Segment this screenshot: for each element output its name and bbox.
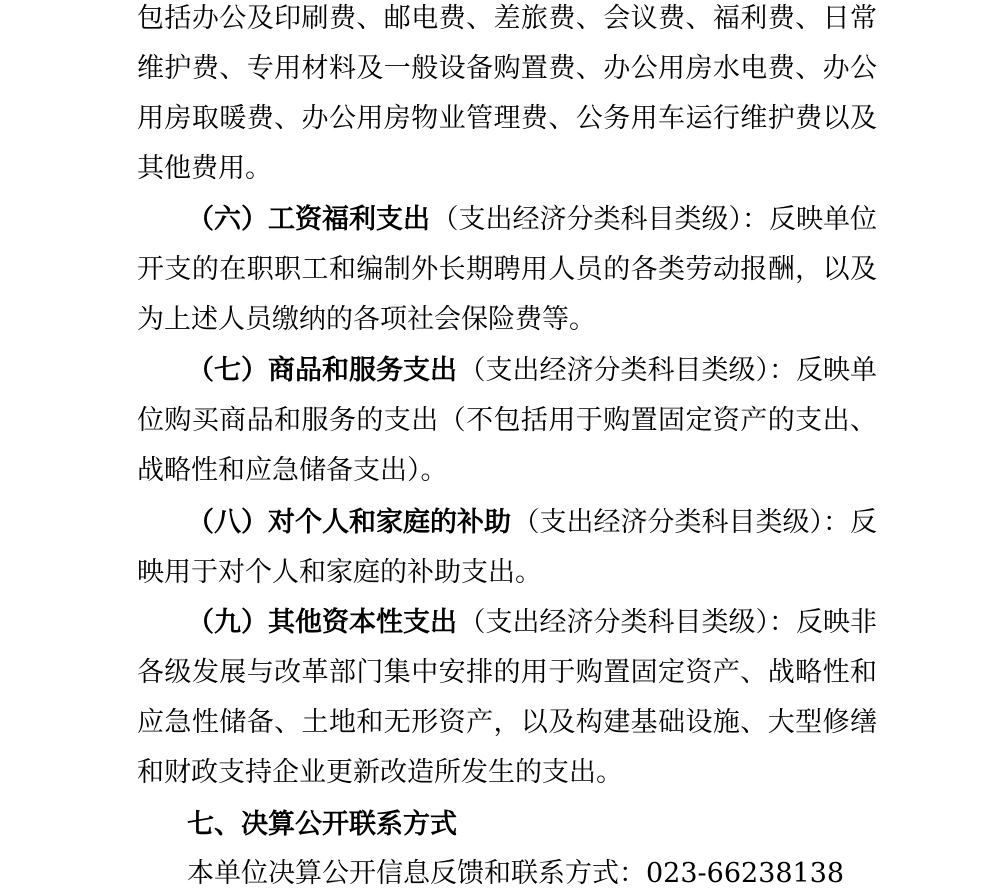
paragraph-line: 为上述人员缴纳的各项社会保险费等。 — [137, 304, 596, 335]
paragraph-first-line — [187, 506, 877, 540]
paragraph-label: （八）对个人和家庭的补助 — [187, 507, 511, 538]
paragraph-line: 位购买商品和服务的支出（不包括用于购置固定资产的支出、 — [137, 405, 877, 436]
paragraph-first-line — [187, 203, 877, 237]
paragraph-first-line — [187, 354, 877, 388]
paragraph-text: （支出经济分类科目类级）：反 — [512, 507, 877, 538]
paragraph-text: （支出经济分类科目类级）：反映单位 — [431, 204, 877, 235]
paragraph-line: 战略性和应急储备支出）。 — [137, 455, 448, 486]
paragraph-first-line — [187, 606, 877, 640]
paragraph-label: （六）工资福利支出 — [187, 204, 430, 235]
paragraph-label: （七）商品和服务支出 — [187, 355, 457, 386]
paragraph-text: （支出经济分类科目类级）：反映单 — [458, 355, 877, 386]
paragraph-line: 应急性储备、土地和无形资产，以及构建基础设施、大型修缮 — [137, 707, 877, 738]
paragraph-line: 其他费用。 — [137, 153, 272, 184]
paragraph-line: 各级发展与改革部门集中安排的用于购置固定资产、战略性和 — [137, 657, 877, 688]
paragraph-label: （九）其他资本性支出 — [187, 607, 457, 638]
section-heading: 七、决算公开联系方式 — [187, 809, 457, 840]
contact-info: 本单位决算公开信息反馈和联系方式：023-66238138 — [187, 858, 845, 889]
paragraph-line: 和财政支持企业更新改造所发生的支出。 — [137, 757, 623, 788]
paragraph-text: （支出经济分类科目类级）：反映非 — [458, 607, 877, 638]
paragraph-line: 维护费、专用材料及一般设备购置费、办公用房水电费、办公 — [137, 53, 877, 84]
paragraph-line: 包括办公及印刷费、邮电费、差旅费、会议费、福利费、日常 — [137, 3, 877, 34]
paragraph-line: 用房取暖费、办公用房物业管理费、公务用车运行维护费以及 — [137, 103, 877, 134]
paragraph-line: 开支的在职职工和编制外长期聘用人员的各类劳动报酬，以及 — [137, 254, 877, 285]
paragraph-line: 映用于对个人和家庭的补助支出。 — [137, 557, 542, 588]
